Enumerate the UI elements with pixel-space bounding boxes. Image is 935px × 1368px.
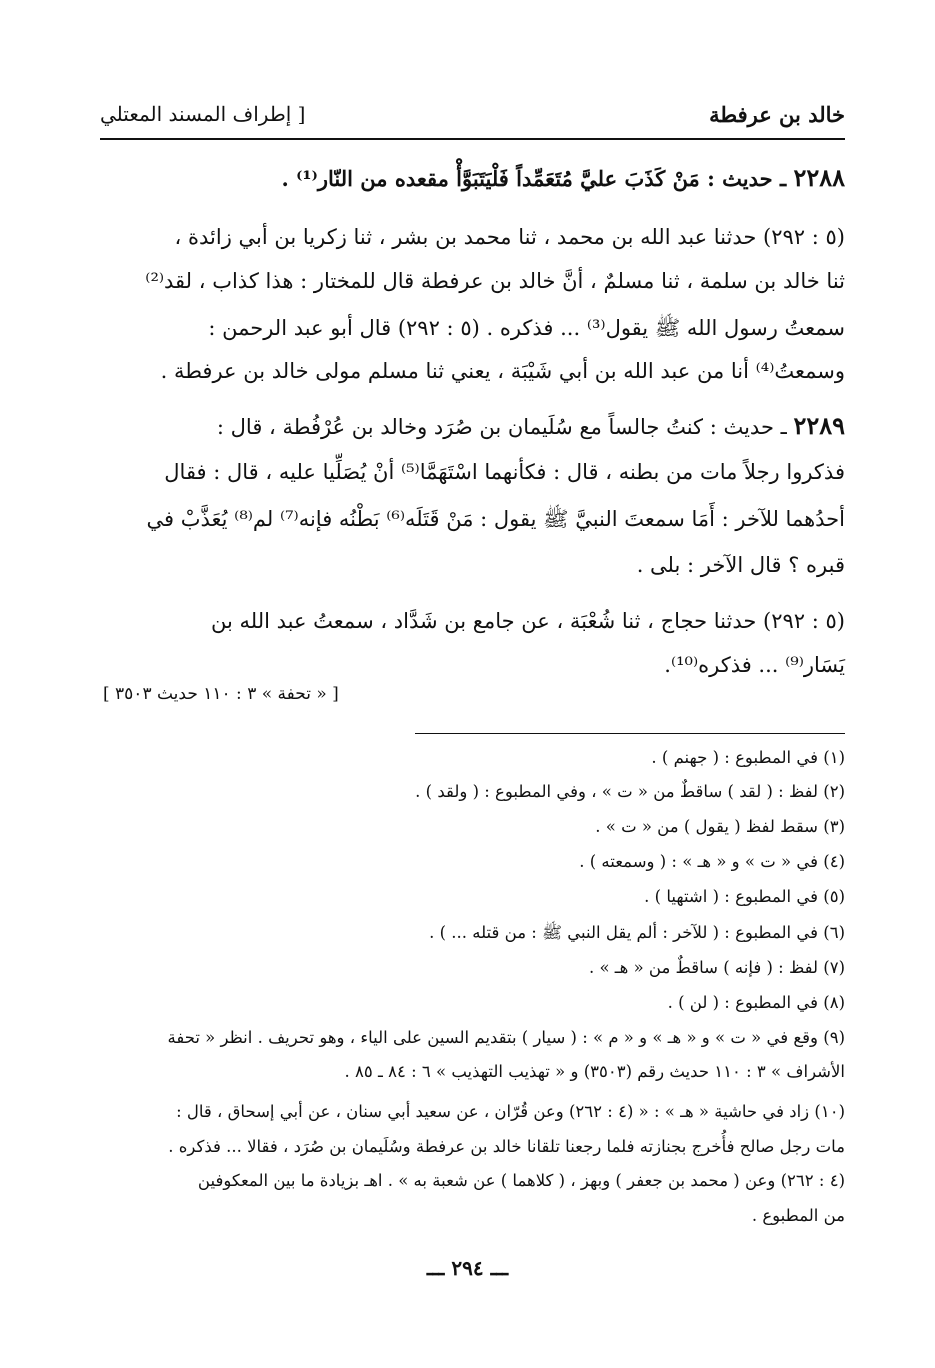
footnote-divider: [415, 733, 845, 734]
hadith-2289-chain-line: (٥ : ٢٩٢) حدثنا حجاج ، ثنا شُعْبَة ، عن جامع بن شَدَّاد ، سمعتُ عبد الله بن: [210, 609, 845, 633]
footnote-continuation: مات رجل صالح فأُخرج بجنازته فلما رجعنا تلقانا خالد بن عرفطة وسُلَيمان بن صُرَد ، فقالا ... فذكره .: [168, 1137, 845, 1156]
footnote-continuation: من المطبوع .: [751, 1206, 845, 1225]
hadith-text: ـ حديث : كنتُ جالساً مع سُلَيمان بن صُرَد وخالد بن عُرْفُطة ، قال :: [216, 415, 794, 439]
footnote-continuation: (٤ : ٢٦٢) وعن ( محمد بن جعفر ) وبهز ، ( كلاهما ) عن شعبة به » . اهـ بزيادة ما بين المعكوفين: [197, 1171, 845, 1190]
hadith-2289-text-line: أحدُهما للآخر : أَمَا سمعتَ النبيَّ ﷺ يقول : مَنْ قَتَلَه⁽⁶⁾ بَطْنُه فإنه⁽⁷⁾ لم⁽⁸⁾ يُعَذَّبْ في: [146, 507, 845, 531]
footnote: (٩) وقع في « ت » و « هـ » و « م » : ( سيار ) بتقديم السين على الياء ، وهو تحريف . انظر « تحفة: [167, 1028, 845, 1047]
footnote: (٥) في المطبوع : ( اشتهيا ) .: [644, 887, 845, 906]
footnote: (٦) في المطبوع : ( للآخر : ألم يقل النبي ﷺ : من قتله ... ) .: [429, 923, 845, 942]
hadith-2289-text-line: فذكروا رجلاً مات من بطنه ، قال : فكأنهما اسْتَهَمَّا⁽⁵⁾ أنْ يُصَلِّيا عليه ، قال : فقال: [164, 460, 845, 484]
hadith-2289-heading: [90, 411, 845, 442]
hadith-number: ٢٢٨٩: [793, 411, 845, 440]
hadith-2288-heading: [90, 163, 845, 194]
hadith-2288-chain-line: ثنا خالد بن سلمة ، ثنا مسلمٌ ، أنَّ خالد بن عرفطة قال للمختار : هذا كذاب ، لقد⁽²⁾: [145, 269, 845, 293]
footnote: (٨) في المطبوع : ( لن ) .: [667, 993, 845, 1012]
footnote: (١) في المطبوع : ( جهنم ) .: [651, 748, 845, 767]
footnote-continuation: الأشراف » ٣ : ١١٠ حديث رقم (٣٥٠٣) و « تهذيب التهذيب » ٦ : ٨٤ ـ ٨٥ .: [344, 1062, 845, 1081]
tuhfa-reference: [ « تحفة » ٣ : ١١٠ حديث ٣٥٠٣ ]: [103, 684, 339, 704]
footnote: (١٠) زاد في حاشية « هـ » : « (٤ : ٢٦٢) وعن قُرّان ، عن سعيد أبي سنان ، عن أبي إسحاق ، قال :: [176, 1102, 845, 1121]
footnote: (٢) لفظ : ( لقد ) ساقطٌ من « ت » ، وفي المطبوع : ( ولقد ) .: [415, 782, 845, 801]
page-number: ـــ ٢٩٤ ـــ: [426, 1256, 509, 1280]
hadith-2289-chain-line: يَسَار⁽⁹⁾ ... فذكره⁽¹⁰⁾.: [664, 653, 845, 677]
footnote: (٣) سقط لفظ ( يقول ) من « ت » .: [595, 817, 845, 836]
footnote: (٤) في « ت » و « هـ » : ( وسمعته ) .: [579, 852, 845, 871]
hadith-2288-chain-line: سمعتُ رسول الله ﷺ يقول⁽³⁾ ... فذكره . (٥ : ٢٩٢) قال أبو عبد الرحمن :: [208, 316, 845, 340]
header-book-title: [ إطراف المسند المعتلي: [100, 102, 306, 126]
hadith-text: ـ حديث : مَنْ كَذَبَ عليَّ مُتَعَمِّداً فَلْيَتَبَوَّأْ مقعده من النّار⁽¹⁾ .: [281, 166, 794, 191]
header-chapter-title: خالد بن عرفطة: [709, 102, 845, 127]
hadith-2288-chain-line: وسمعتُ⁽⁴⁾ أنا من عبد الله بن أبي شَيْبَة ، يعني ثنا مسلم مولى خالد بن عرفطة .: [160, 359, 845, 383]
footnote: (٧) لفظ : ( فإنه ) ساقطٌ من « هـ » .: [588, 958, 845, 977]
hadith-number: ٢٢٨٨: [793, 163, 845, 192]
hadith-2288-chain-line: (٥ : ٢٩٢) حدثنا عبد الله بن محمد ، ثنا محمد بن بشر ، ثنا زكريا بن أبي زائدة ،: [174, 225, 845, 249]
hadith-2289-text-line: قبره ؟ قال الآخر : بلى .: [636, 553, 845, 577]
running-header: [100, 98, 845, 140]
